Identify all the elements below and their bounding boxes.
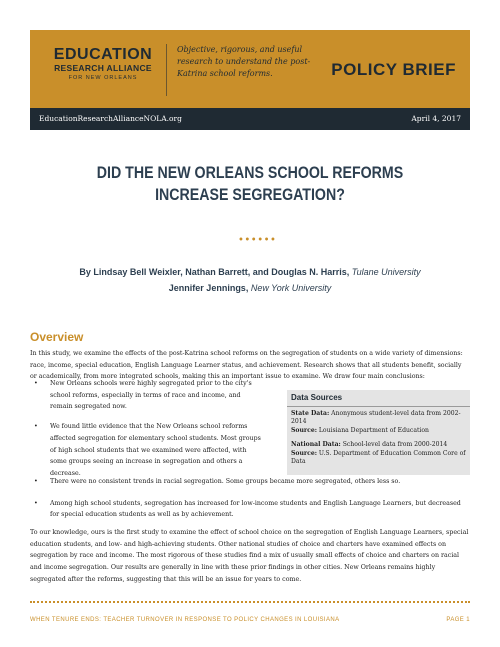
author-affiliation: Tulane University [351,267,421,277]
logo-divider [166,44,167,96]
authors-line-1 [30,264,470,280]
national-data-text: School-level data from 2000-2014 [342,441,448,448]
national-data-block [287,435,470,467]
author-affiliation-2: New York University [250,283,332,293]
list-item: • Among high school students, segregation has increased for low-income students and English Language Learners, but decreased for special education students as well as by achievement. [30,498,470,521]
header-banner [30,30,470,108]
page-footer [30,617,470,623]
logo-line1: EDUCATION [53,46,153,63]
page-number: PAGE 1 [446,617,470,623]
national-data-label: National Data: [291,441,341,448]
title-divider-dots: •••••• [238,235,277,246]
logo-line3: FOR NEW ORLEANS [68,75,138,81]
website-link[interactable]: EducationResearchAllianceNOLA.org [39,114,182,123]
closing-paragraph: To our knowledge, ours is the first study to examine the effect of school choice on the segregation of English Language Learners, special education students, and low- and high-achieving students. Other national studies of choice and charters have examined effects on segregation by race and income. The most rigorous of these studies find a mix of usually small effects of choice and charters on racial and income segregation. Our results are generally in line with these prior findings in other cities. New Orleans remains highly segregated after the reforms, suggesting that this will be an issue for years to come. [30,529,469,583]
authors-line-2 [30,280,470,296]
intro-paragraph: In this study, we examine the effects of the post-Katrina school reforms on the segregation of students on a wide variety of dimensions: race, income, special education, English Language Learner status, and achievement. Research shows that all students benefit, socially or academically, from more integrated schools, making this an important issue to examine. We draw four main conclusions: [30,350,463,381]
list-item: • There were no consistent trends in racial segregation. Some groups became more segregated, others less so. [30,476,470,488]
publication-date: April 4, 2017 [411,114,461,123]
tagline: Objective, rigorous, and useful research to understand the post-Katrina school reforms. [177,45,311,79]
state-data-block [287,407,470,436]
national-source-text: U.S. Department of Education Common Core of Data [291,449,466,465]
data-sources-heading: Data Sources [287,390,470,407]
era-logo[interactable] [48,46,158,83]
doc-type-label: POLICY BRIEF [331,60,456,79]
author-name: Jennifer Jennings, [168,283,249,293]
list-item: • We found little evidence that the New Orleans school reforms affected segregation for elementary school students. Most groups of high school students that we examined were affected, with some groups seeing an increase in segregation and others a decrease. [30,421,265,480]
footer-divider [30,601,470,603]
page-title: DID THE NEW ORLEANS SCHOOL REFORMS INCREASE SEGREGATION? [96,164,404,204]
author-names: By Lindsay Bell Weixler, Nathan Barrett, and Douglas N. Harris, [79,267,350,277]
state-data-label: State Data: [291,409,330,417]
info-bar [30,108,470,130]
running-title: WHEN TENURE ENDS: TEACHER TURNOVER IN RESPONSE TO POLICY CHANGES IN LOUISIANA [30,617,340,623]
data-sources-box [287,390,470,475]
authors-block [30,264,470,296]
conclusions-list [30,378,265,488]
overview-heading: Overview [30,330,84,344]
national-source-label: Source: [291,449,317,457]
logo-line2: RESEARCH ALLIANCE [54,63,152,73]
state-source-label: Source: [291,426,317,434]
list-item: • New Orleans schools were highly segregated prior to the city's school reforms, especially in terms of race and income, and remain segregated now. [30,378,265,413]
state-data-text: Anonymous student-level data from 2002-2014 [291,409,461,425]
state-source-text: Louisiana Department of Education [318,426,429,434]
conclusions-list-wide [30,476,470,529]
